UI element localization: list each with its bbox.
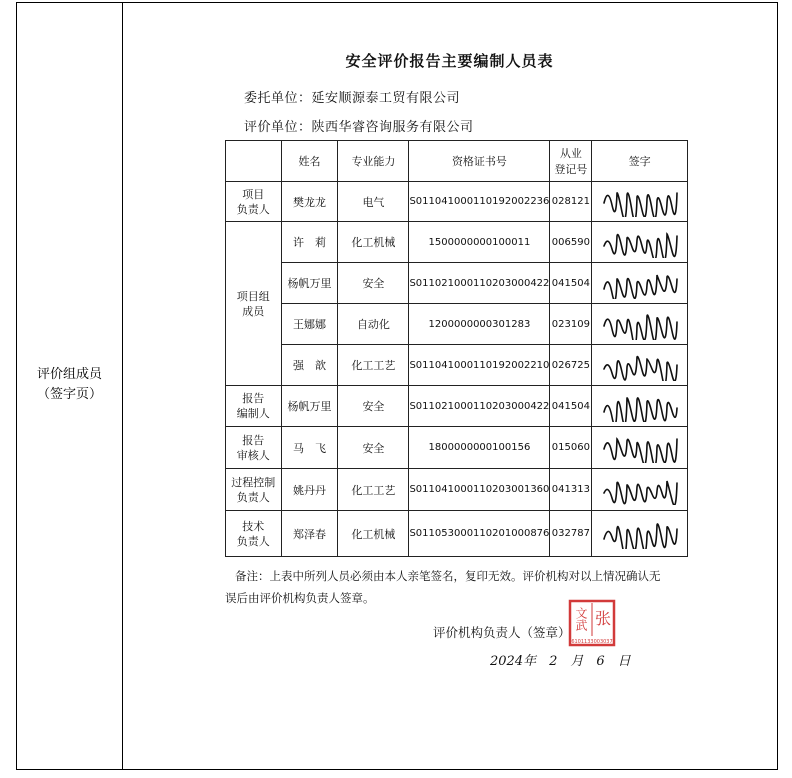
table-row xyxy=(226,427,688,469)
role-line1: 项目 xyxy=(242,187,265,201)
cell-signature xyxy=(592,222,688,263)
table-row xyxy=(226,511,688,557)
role-line1: 技术 xyxy=(242,519,265,533)
sign-date: 2024年 2 月 6 日 xyxy=(490,654,631,669)
role-line2: 负责人 xyxy=(236,490,270,504)
cell-role xyxy=(226,469,282,511)
side-label-line1: 评价组成员 xyxy=(36,367,102,382)
cell-name: 杨帆万里 xyxy=(281,386,338,427)
role-line2: 编制人 xyxy=(236,407,270,420)
role-line2: 审核人 xyxy=(236,448,270,462)
header-reg-line1: 从业 xyxy=(559,147,582,160)
cell-cert: S011041000110192002210 xyxy=(409,345,550,386)
cell-skill: 安全 xyxy=(338,386,409,427)
cell-skill: 化工工艺 xyxy=(338,469,409,511)
client-label: 委托单位： xyxy=(244,91,312,106)
cell-name: 樊龙龙 xyxy=(281,182,338,222)
cell-reg: 015060 xyxy=(550,427,592,469)
evaluator-label: 评价单位： xyxy=(244,120,312,135)
cell-role xyxy=(226,427,282,469)
svg-text:张: 张 xyxy=(594,609,612,628)
cell-role xyxy=(226,182,282,222)
cell-skill: 安全 xyxy=(338,427,409,469)
handwritten-signature xyxy=(598,388,682,422)
handwritten-signature xyxy=(598,429,682,463)
cell-role xyxy=(226,511,282,557)
table-row xyxy=(226,345,688,386)
cell-reg: 006590 xyxy=(550,222,592,263)
role-line1: 项目组 xyxy=(236,289,270,303)
cell-name: 强 歆 xyxy=(281,345,338,386)
handwritten-signature xyxy=(598,183,682,217)
cell-cert: S011041000110192002236 xyxy=(409,182,550,222)
header-signature: 签字 xyxy=(592,141,688,182)
cell-signature xyxy=(592,511,688,557)
table-row xyxy=(226,222,688,263)
cell-signature xyxy=(592,386,688,427)
cell-cert: 1500000000100011 xyxy=(409,222,550,263)
cell-cert: S011021000110203000422 xyxy=(409,386,550,427)
seal-icon xyxy=(568,598,616,648)
handwritten-signature xyxy=(598,515,682,549)
cell-signature xyxy=(592,182,688,222)
cell-skill: 安全 xyxy=(338,263,409,304)
evaluator-line xyxy=(244,116,474,135)
institution-head-label: 评价机构负责人（签章） xyxy=(433,625,571,640)
cell-role xyxy=(226,222,282,386)
cell-reg: 028121 xyxy=(550,182,592,222)
side-label xyxy=(17,365,122,405)
cell-signature xyxy=(592,263,688,304)
header-reg-line2: 登记号 xyxy=(554,163,588,176)
table-body xyxy=(226,182,688,557)
staff-table xyxy=(225,140,688,557)
handwritten-signature xyxy=(598,224,682,258)
remark xyxy=(225,565,690,609)
cell-reg: 023109 xyxy=(550,304,592,345)
role-line1: 报告 xyxy=(242,392,265,405)
client-line xyxy=(244,87,460,106)
handwritten-signature xyxy=(598,471,682,505)
cell-name: 杨帆万里 xyxy=(281,263,338,304)
remark-line1: 备注：上表中所列人员必须由本人亲笔签名，复印无效。评价机构对以上情况确认无 xyxy=(235,569,661,583)
table-row xyxy=(226,263,688,304)
role-line2: 负责人 xyxy=(236,534,270,548)
svg-text:文武: 文武 xyxy=(574,607,588,631)
header-reg xyxy=(550,141,592,182)
cell-skill: 自动化 xyxy=(338,304,409,345)
cell-cert: S011053000110201000876 xyxy=(409,511,550,557)
header-role xyxy=(226,141,282,182)
cell-reg: 041504 xyxy=(550,263,592,304)
handwritten-signature xyxy=(598,265,682,299)
role-line2: 负责人 xyxy=(236,202,270,216)
handwritten-signature xyxy=(598,306,682,340)
cell-cert: S011021000110203000422 xyxy=(409,263,550,304)
cell-skill: 化工机械 xyxy=(338,511,409,557)
side-label-line2: （签字页） xyxy=(36,387,102,402)
table-row xyxy=(226,386,688,427)
personal-seal xyxy=(568,598,616,648)
remark-line2: 误后由评价机构负责人签章。 xyxy=(225,591,375,605)
cell-reg: 041313 xyxy=(550,469,592,511)
cell-cert: 1800000000100156 xyxy=(409,427,550,469)
role-line1: 过程控制 xyxy=(231,475,276,489)
cell-name: 许 莉 xyxy=(281,222,338,263)
role-line2: 成员 xyxy=(242,304,265,318)
cell-name: 郑泽春 xyxy=(281,511,338,557)
cell-role xyxy=(226,386,282,427)
cell-cert: S011041000110203001360 xyxy=(409,469,550,511)
document-title: 安全评价报告主要编制人员表 xyxy=(345,52,554,70)
svg-text:6101133003037: 6101133003037 xyxy=(571,639,613,645)
cell-signature xyxy=(592,469,688,511)
client-name: 延安顺源泰工贸有限公司 xyxy=(311,91,461,106)
cell-reg: 026725 xyxy=(550,345,592,386)
cell-reg: 041504 xyxy=(550,386,592,427)
cell-signature xyxy=(592,345,688,386)
header-name: 姓名 xyxy=(281,141,338,182)
cell-name: 王娜娜 xyxy=(281,304,338,345)
header-skill: 专业能力 xyxy=(338,141,409,182)
cell-name: 姚丹丹 xyxy=(281,469,338,511)
cell-name: 马 飞 xyxy=(281,427,338,469)
handwritten-signature xyxy=(598,347,682,381)
table-row xyxy=(226,304,688,345)
cell-cert: 1200000000301283 xyxy=(409,304,550,345)
cell-signature xyxy=(592,427,688,469)
table-row xyxy=(226,182,688,222)
table-header-row xyxy=(226,141,688,182)
header-cert: 资格证书号 xyxy=(409,141,550,182)
cell-skill: 电气 xyxy=(338,182,409,222)
cell-skill: 化工工艺 xyxy=(338,345,409,386)
evaluator-name: 陕西华睿咨询服务有限公司 xyxy=(311,120,474,135)
cell-skill: 化工机械 xyxy=(338,222,409,263)
table-row xyxy=(226,469,688,511)
cell-signature xyxy=(592,304,688,345)
cell-reg: 032787 xyxy=(550,511,592,557)
role-line1: 报告 xyxy=(242,433,265,447)
